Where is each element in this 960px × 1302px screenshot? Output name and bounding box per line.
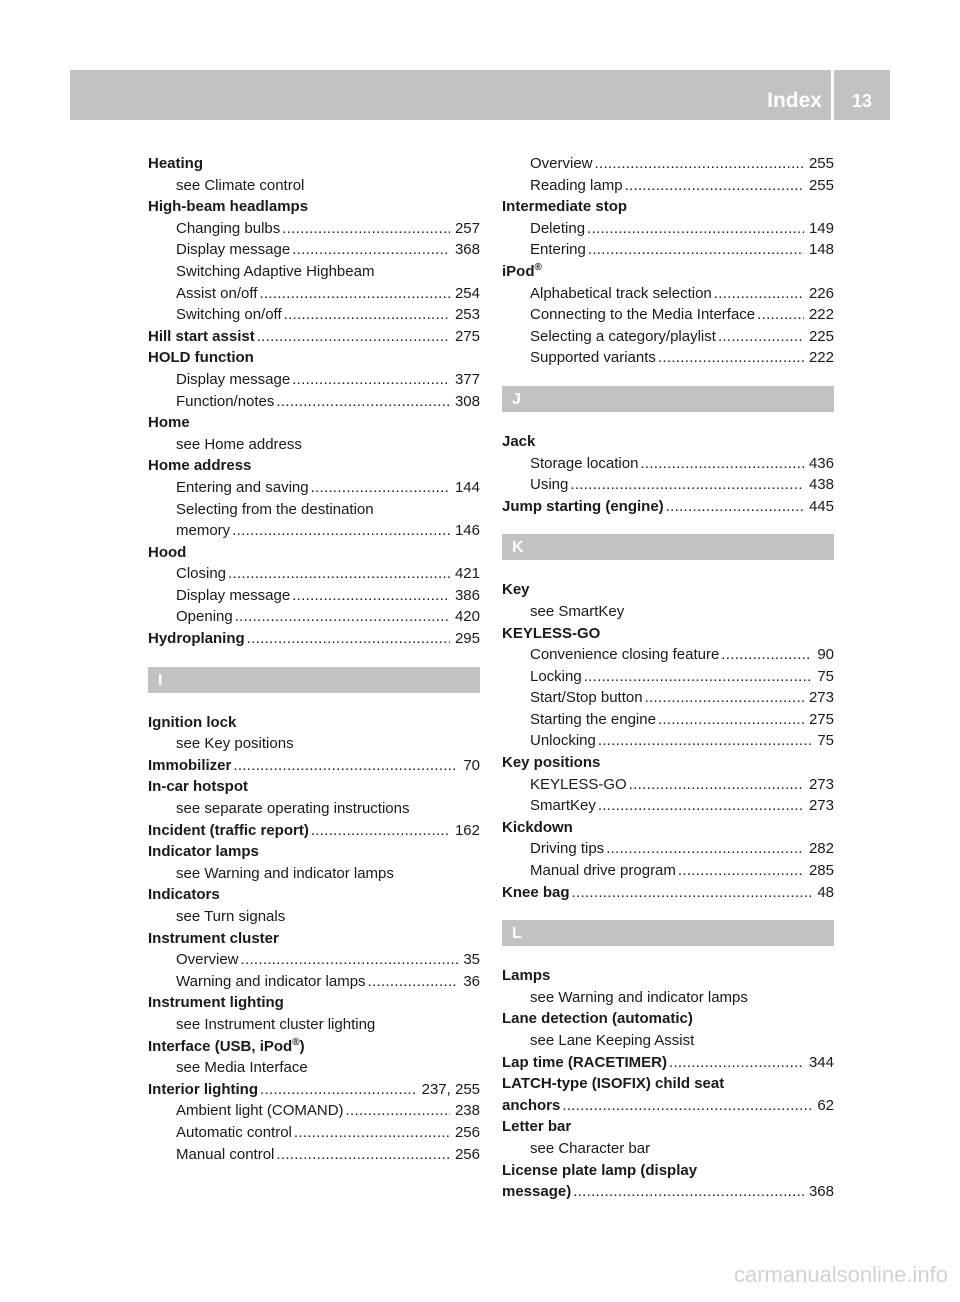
index-subentry (148, 499, 480, 521)
index-subentry (148, 477, 480, 499)
entry-text: KEYLESS-GO (530, 775, 627, 793)
entry-text: Switching Adaptive Highbeam (176, 262, 375, 280)
page-reference: 438 (808, 476, 834, 494)
entry-text: Incident (traffic report) (148, 821, 309, 839)
entry-text: iPod® (502, 261, 542, 280)
entry-text: Manual control (176, 1145, 275, 1163)
dot-leader (598, 730, 812, 752)
entry-text: Selecting a category/playlist (530, 327, 716, 345)
page-header (70, 70, 890, 120)
entry-text: Changing bulbs (176, 219, 281, 237)
page-reference: 282 (808, 840, 834, 858)
index-entry (502, 196, 834, 218)
index-entry (148, 884, 480, 906)
index-subentry (502, 601, 834, 623)
page-reference: 70 (463, 756, 480, 774)
dot-leader (606, 838, 804, 860)
page-reference: 255 (808, 176, 834, 194)
entry-text: HOLD function (148, 349, 254, 367)
entry-text: Letter bar (502, 1118, 572, 1136)
index-subentry (502, 453, 834, 475)
index-subentry (148, 304, 480, 326)
index-entry (148, 841, 480, 863)
index-entry (148, 326, 480, 348)
index-subentry (502, 326, 834, 348)
index-subentry (148, 563, 480, 585)
index-subentry (148, 369, 480, 391)
entry-text: Interface (USB, iPod®) (148, 1036, 305, 1055)
entry-text: Start/Stop button (530, 689, 643, 707)
page-reference: 90 (817, 646, 834, 664)
page-reference: 421 (454, 565, 480, 583)
index-subentry (502, 474, 834, 496)
dot-leader (562, 1095, 812, 1117)
index-letter-j: J (502, 386, 834, 412)
index-subentry (148, 971, 480, 993)
index-subentry (502, 860, 834, 882)
dot-leader (235, 606, 450, 628)
index-subentry (148, 434, 480, 456)
index-subentry (148, 1057, 480, 1079)
entry-text: Overview (530, 155, 593, 172)
page-reference: 222 (808, 306, 834, 324)
entry-text: Knee bag (502, 883, 570, 901)
entry-text: Display message (176, 586, 291, 604)
dot-leader (292, 585, 450, 607)
page-reference: 273 (808, 689, 834, 707)
entry-text: Home (148, 414, 190, 432)
dot-leader (259, 283, 450, 305)
index-entry (502, 1160, 834, 1182)
index-subentry (502, 774, 834, 796)
page-reference: 308 (454, 392, 480, 410)
dot-leader (598, 795, 804, 817)
dot-leader (292, 369, 450, 391)
index-subentry (148, 949, 480, 971)
entry-text: see Home address (176, 435, 302, 453)
index-letter-k: K (502, 534, 834, 560)
page-reference: 436 (808, 454, 834, 472)
dot-leader (666, 496, 804, 518)
entry-text: Opening (176, 608, 233, 626)
index-subentry (502, 347, 834, 369)
index-column-right (502, 153, 834, 1203)
dot-leader (678, 860, 804, 882)
index-entry (148, 347, 480, 369)
page-reference: 285 (808, 862, 834, 880)
index-entry (148, 820, 480, 842)
index-subentry (148, 283, 480, 305)
index-column-left (148, 153, 480, 1165)
entry-text: Convenience closing feature (530, 646, 720, 664)
entry-text: Instrument cluster (148, 929, 279, 947)
entry-text: memory (176, 522, 231, 540)
page-reference: 48 (817, 883, 834, 901)
dot-leader (721, 644, 812, 666)
index-letter-i: I (148, 667, 480, 693)
entry-text: Jump starting (engine) (502, 497, 664, 515)
entry-text: Deleting (530, 219, 586, 237)
entry-text: see Media Interface (176, 1059, 308, 1077)
index-subentry (502, 304, 834, 326)
index-entry (148, 1079, 480, 1101)
index-subentry (148, 1122, 480, 1144)
entry-text: Storage location (530, 454, 639, 472)
page-reference: 36 (463, 972, 480, 990)
index-entry (148, 776, 480, 798)
index-entry (148, 455, 480, 477)
page-reference: 75 (817, 732, 834, 750)
index-subentry (148, 1100, 480, 1122)
dot-leader (645, 687, 804, 709)
entry-text: License plate lamp (display (502, 1161, 698, 1179)
index-entry (502, 1073, 834, 1095)
page-reference: 35 (463, 951, 480, 969)
entry-text: Closing (176, 565, 227, 583)
index-entry (502, 623, 834, 645)
index-subentry (502, 666, 834, 688)
dot-leader (570, 474, 804, 496)
page-number: 13 (851, 91, 873, 111)
entry-text: Key positions (502, 754, 601, 772)
page-reference: 253 (454, 306, 480, 324)
index-entry (148, 992, 480, 1014)
entry-text: Home address (148, 457, 252, 475)
entry-text: Entering (530, 241, 586, 259)
entry-text: Key (502, 581, 530, 599)
index-subentry (502, 175, 834, 197)
dot-leader (718, 326, 804, 348)
entry-text: Display message (176, 241, 291, 259)
page-reference: 237, 255 (421, 1080, 480, 1098)
entry-text: Switching on/off (176, 306, 282, 324)
page-reference: 368 (454, 241, 480, 259)
entry-text: message) (502, 1183, 572, 1201)
page-reference: 420 (454, 608, 480, 626)
entry-text: Lap time (RACETIMER) (502, 1053, 667, 1071)
page-reference: 256 (454, 1123, 480, 1141)
entry-text: Ignition lock (148, 713, 237, 731)
index-entry (502, 817, 834, 839)
entry-text: Unlocking (530, 732, 596, 750)
dot-leader (257, 326, 450, 348)
watermark: carmanualsonline.info (733, 1262, 948, 1287)
dot-leader (714, 283, 804, 305)
index-entry (148, 712, 480, 734)
page-reference: 273 (808, 775, 834, 793)
entry-text: Alphabetical track selection (530, 284, 712, 302)
entry-text: Hood (148, 543, 187, 561)
page-reference: 368 (808, 1183, 834, 1201)
dot-leader (588, 239, 804, 261)
entry-text: Warning and indicator lamps (176, 972, 366, 990)
dot-leader (228, 563, 450, 585)
page-reference: 162 (454, 821, 480, 839)
index-entry (148, 196, 480, 218)
index-entry (148, 542, 480, 564)
index-subentry (148, 261, 480, 283)
index-subentry (502, 1030, 834, 1052)
index-subentry (502, 283, 834, 305)
index-subentry (502, 730, 834, 752)
entry-text: Overview (176, 951, 239, 969)
dot-leader (346, 1100, 450, 1122)
index-entry (502, 1095, 834, 1117)
dot-leader (572, 882, 813, 904)
page-reference: 295 (454, 630, 480, 648)
entry-text: Manual drive program (530, 862, 676, 880)
dot-leader (658, 709, 804, 731)
index-subentry (502, 239, 834, 261)
entry-text: Reading lamp (530, 176, 623, 194)
index-subentry (148, 798, 480, 820)
entry-text: see Key positions (176, 735, 294, 753)
entry-text: see Climate control (176, 176, 305, 194)
registered-mark: ® (292, 1036, 300, 1048)
page-reference: 238 (454, 1102, 480, 1120)
index-subentry (502, 644, 834, 666)
index-subentry (502, 795, 834, 817)
index-subentry (148, 733, 480, 755)
dot-leader (640, 453, 804, 475)
index-entry (148, 412, 480, 434)
entry-text: In-car hotspot (148, 778, 248, 796)
entry-text: see Instrument cluster lighting (176, 1015, 376, 1033)
header-title: Index (767, 89, 822, 112)
entry-text: Automatic control (176, 1123, 292, 1141)
dot-leader (587, 218, 804, 240)
index-subentry (502, 838, 834, 860)
index-entry (148, 628, 480, 650)
entry-text: Indicators (148, 886, 220, 904)
entry-text: Interior lighting (148, 1080, 258, 1098)
dot-leader (625, 175, 804, 197)
page-reference: 275 (454, 327, 480, 345)
entry-text: Connecting to the Media Interface (530, 306, 756, 324)
page-reference: 222 (808, 349, 834, 367)
entry-text: Jack (502, 432, 536, 450)
dot-leader (584, 666, 813, 688)
entry-text: SmartKey (530, 797, 596, 815)
dot-leader (757, 304, 804, 326)
entry-text: Assist on/off (176, 284, 258, 302)
entry-text: Starting the engine (530, 710, 656, 728)
page-reference: 62 (817, 1096, 834, 1114)
dot-leader (260, 1079, 417, 1101)
dot-leader (241, 949, 459, 971)
index-subentry (502, 687, 834, 709)
index-entry (502, 579, 834, 601)
entry-text: see separate operating instructions (176, 800, 410, 818)
page-reference: 377 (454, 370, 480, 388)
entry-text: anchors (502, 1096, 561, 1114)
entry-text: KEYLESS-GO (502, 624, 601, 642)
index-subentry (148, 906, 480, 928)
entry-text: Supported variants (530, 349, 656, 367)
entry-text: Indicator lamps (148, 843, 259, 861)
index-subentry (148, 585, 480, 607)
entry-text: see Lane Keeping Assist (530, 1032, 695, 1049)
entry-text: Hydroplaning (148, 630, 245, 648)
dot-leader (629, 774, 804, 796)
index-subentry (148, 391, 480, 413)
page-reference: 148 (808, 241, 834, 259)
index-subentry (148, 520, 480, 542)
entry-text: see Character bar (530, 1139, 651, 1157)
entry-text: High-beam headlamps (148, 198, 309, 216)
index-subentry (148, 1144, 480, 1166)
page-reference: 275 (808, 710, 834, 728)
dot-leader (294, 1122, 450, 1144)
entry-text: Selecting from the destination (176, 500, 374, 518)
index-subentry (148, 239, 480, 261)
index-entry (502, 261, 834, 283)
page-reference: 149 (808, 219, 834, 237)
index-entry (148, 153, 480, 175)
page-reference: 273 (808, 797, 834, 815)
index-subentry (148, 606, 480, 628)
entry-text: Immobilizer (148, 756, 232, 774)
entry-text: LATCH-type (ISOFIX) child seat (502, 1075, 725, 1093)
dot-leader (658, 347, 804, 369)
index-entry (502, 1181, 834, 1203)
entry-text: Intermediate stop (502, 198, 628, 216)
index-subentry (502, 1138, 834, 1160)
index-entry (502, 965, 834, 987)
dot-leader (368, 971, 459, 993)
entry-text: Hill start assist (148, 327, 255, 345)
page-reference: 445 (808, 497, 834, 515)
dot-leader (311, 820, 450, 842)
dot-leader (233, 755, 458, 777)
index-entry (502, 1116, 834, 1138)
entry-text: Locking (530, 667, 582, 685)
entry-text: Display message (176, 370, 291, 388)
index-letter-l: L (502, 920, 834, 946)
entry-text: Function/notes (176, 392, 275, 410)
index-subentry (148, 863, 480, 885)
index-subentry (502, 709, 834, 731)
entry-text: Instrument lighting (148, 994, 284, 1012)
index-entry (148, 928, 480, 950)
index-entry (502, 1008, 834, 1030)
index-entry (502, 1052, 834, 1074)
dot-leader (247, 628, 450, 650)
index-subentry (148, 1014, 480, 1036)
dot-leader (573, 1181, 804, 1203)
dot-leader (282, 218, 450, 240)
index-entry (502, 431, 834, 453)
page-reference: 344 (808, 1053, 834, 1071)
page-reference: 226 (808, 284, 834, 302)
dot-leader (232, 520, 450, 542)
dot-leader (311, 477, 450, 499)
entry-text: see SmartKey (530, 602, 625, 620)
index-entry (502, 882, 834, 904)
entry-text: Driving tips (530, 840, 605, 858)
registered-mark: ® (534, 261, 542, 273)
dot-leader (669, 1052, 804, 1074)
dot-leader (284, 304, 450, 326)
entry-text: Kickdown (502, 818, 573, 836)
index-entry (502, 496, 834, 518)
dot-leader (276, 1144, 450, 1166)
page-reference: 257 (454, 219, 480, 237)
dot-leader (292, 239, 450, 261)
page-reference: 225 (808, 327, 834, 345)
index-entry (148, 1036, 480, 1058)
page-reference: 75 (817, 667, 834, 685)
entry-text: Lamps (502, 967, 551, 985)
page-reference: 386 (454, 586, 480, 604)
index-subentry (502, 987, 834, 1009)
entry-text: Using (530, 476, 569, 494)
index-subentry (502, 218, 834, 240)
index-entry (502, 752, 834, 774)
entry-text: Entering and saving (176, 478, 309, 496)
index-entry (148, 755, 480, 777)
page-reference: 254 (454, 284, 480, 302)
index-subentry (502, 153, 834, 175)
page-reference: 255 (808, 155, 834, 172)
dot-leader (595, 153, 804, 175)
page-reference: 256 (454, 1145, 480, 1163)
index-subentry (148, 175, 480, 197)
entry-text: see Warning and indicator lamps (176, 864, 394, 882)
index-subentry (148, 218, 480, 240)
entry-text: Ambient light (COMAND) (176, 1102, 344, 1120)
entry-text: Heating (148, 155, 204, 172)
entry-text: see Turn signals (176, 908, 286, 925)
page-reference: 146 (454, 522, 480, 540)
entry-text: see Warning and indicator lamps (530, 988, 748, 1006)
dot-leader (276, 391, 450, 413)
entry-text: Lane detection (automatic) (502, 1010, 693, 1028)
page-reference: 144 (454, 478, 480, 496)
